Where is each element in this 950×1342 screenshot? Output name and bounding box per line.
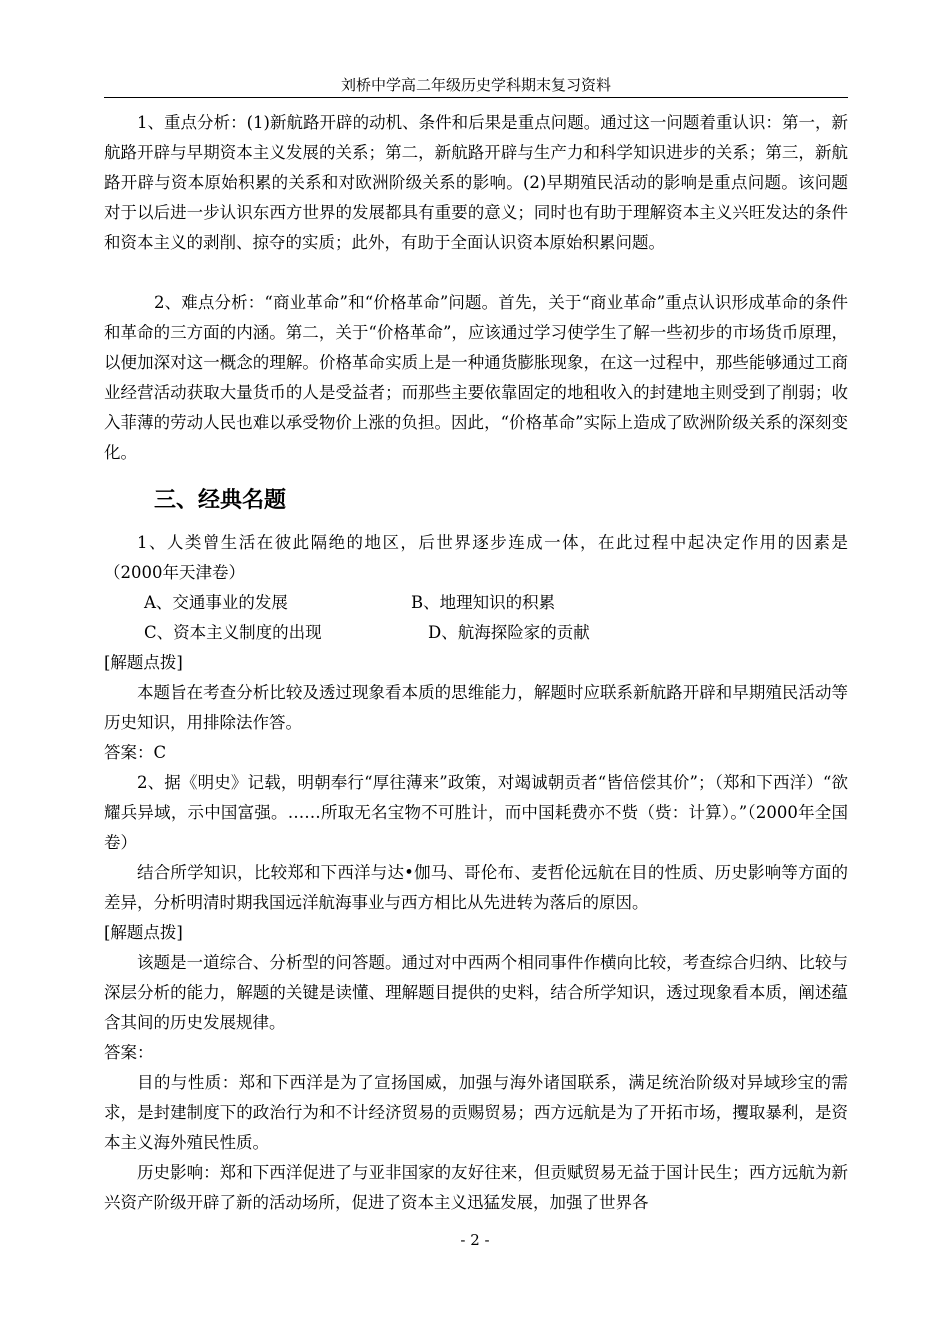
- q1-options-row-2: [104, 618, 848, 648]
- q2-tip-label: [解题点拨]: [104, 923, 183, 942]
- q2-question: 结合所学知识，比较郑和下西洋与达•伽马、哥伦布、麦哲伦远航在目的性质、历史影响等方面的差异，分析明清时期我国远洋航海事业与西方相比从先进转为落后的原因。: [104, 863, 848, 912]
- q1-options-row-1: [104, 588, 848, 618]
- q1-option-a: A、交通事业的发展: [144, 593, 288, 612]
- page-number: - 2 -: [460, 1231, 490, 1249]
- key-point-paragraph: 1、重点分析：(1)新航路开辟的动机、条件和后果是重点问题。通过这一问题着重认识：第一，新航路开辟与早期资本主义发展的关系；第二，新航路开辟与生产力和科学知识进步的关系；第三，新航路开辟与资本原始积累的关系和对欧洲阶级关系的影响。(2)早期殖民活动的影响是重点问题。该问题对于以后进一步认识东西方世界的发展都具有重要的意义；同时也有助于理解资本主义兴旺发达的条件和资本主义的剥削、掠夺的实质；此外，有助于全面认识资本原始积累问题。: [104, 113, 848, 252]
- q2-answer-label: 答案：: [104, 1043, 154, 1062]
- section-heading: 三、经典名题: [154, 488, 287, 513]
- difficult-point-paragraph: 2、难点分析：“商业革命”和“价格革命”问题。首先，关于“商业革命”重点认识形成革命的条件和革命的三方面的内涵。第二，关于“价格革命”，应该通过学习使学生了解一些初步的市场货币原理，以便加深对这一概念的理解。价格革命实质上是一种通货膨胀现象，在这一过程中，那些能够通过工商业经营活动获取大量货币的人是受益者；而那些主要依靠固定的地租收入的封建地主则受到了削弱；收入菲薄的劳动人民也难以承受物价上涨的负担。因此，“价格革命”实际上造成了欧洲阶级关系的深刻变化。: [104, 293, 848, 462]
- header-divider: [104, 97, 848, 98]
- document-body: [104, 108, 848, 1218]
- q1-option-d: D、航海探险家的贡献: [428, 623, 590, 642]
- q1-tip-label: [解题点拨]: [104, 653, 183, 672]
- q1-option-b: B、地理知识的积累: [411, 593, 556, 612]
- q2-tip: 该题是一道综合、分析型的问答题。通过对中西两个相同事件作横向比较，考查综合归纳、比较与深层分析的能力，解题的关键是读懂、理解题目提供的史料，结合所学知识，透过现象看本质，阐述蕴含其间的历史发展规律。: [104, 953, 848, 1032]
- q1-answer: 答案：C: [104, 743, 167, 762]
- q1-tip: 本题旨在考查分析比较及透过现象看本质的思维能力，解题时应联系新航路开辟和早期殖民活动等历史知识，用排除法作答。: [104, 683, 848, 732]
- q1-stem: 1、人类曾生活在彼此隔绝的地区，后世界逐步连成一体，在此过程中起决定作用的因素是（2000年天津卷）: [104, 533, 848, 582]
- page-header: 刘桥中学高二年级历史学科期末复习资料: [340, 76, 611, 94]
- q1-option-c: C、资本主义制度的出现: [144, 623, 322, 642]
- spacer: [104, 258, 848, 288]
- q2-answer-impact: 历史影响：郑和下西洋促进了与亚非国家的友好往来，但贡赋贸易无益于国计民生；西方远航为新兴资产阶级开辟了新的活动场所，促进了资本主义迅猛发展，加强了世界各: [104, 1163, 848, 1212]
- q2-answer-purpose: 目的与性质：郑和下西洋是为了宣扬国威，加强与海外诸国联系，满足统治阶级对异域珍宝的需求，是封建制度下的政治行为和不计经济贸易的贡赐贸易；西方远航是为了开拓市场，攫取暴利，是资本主义海外殖民性质。: [104, 1073, 848, 1152]
- q2-stem: 2、据《明史》记载，明朝奉行“厚往薄来”政策，对竭诚朝贡者“皆倍偿其价”；（郑和下西洋）“欲耀兵异域，示中国富强。……所取无名宝物不可胜计，而中国耗费亦不赀（赀：计算）。”（2000年全国卷）: [104, 773, 848, 852]
